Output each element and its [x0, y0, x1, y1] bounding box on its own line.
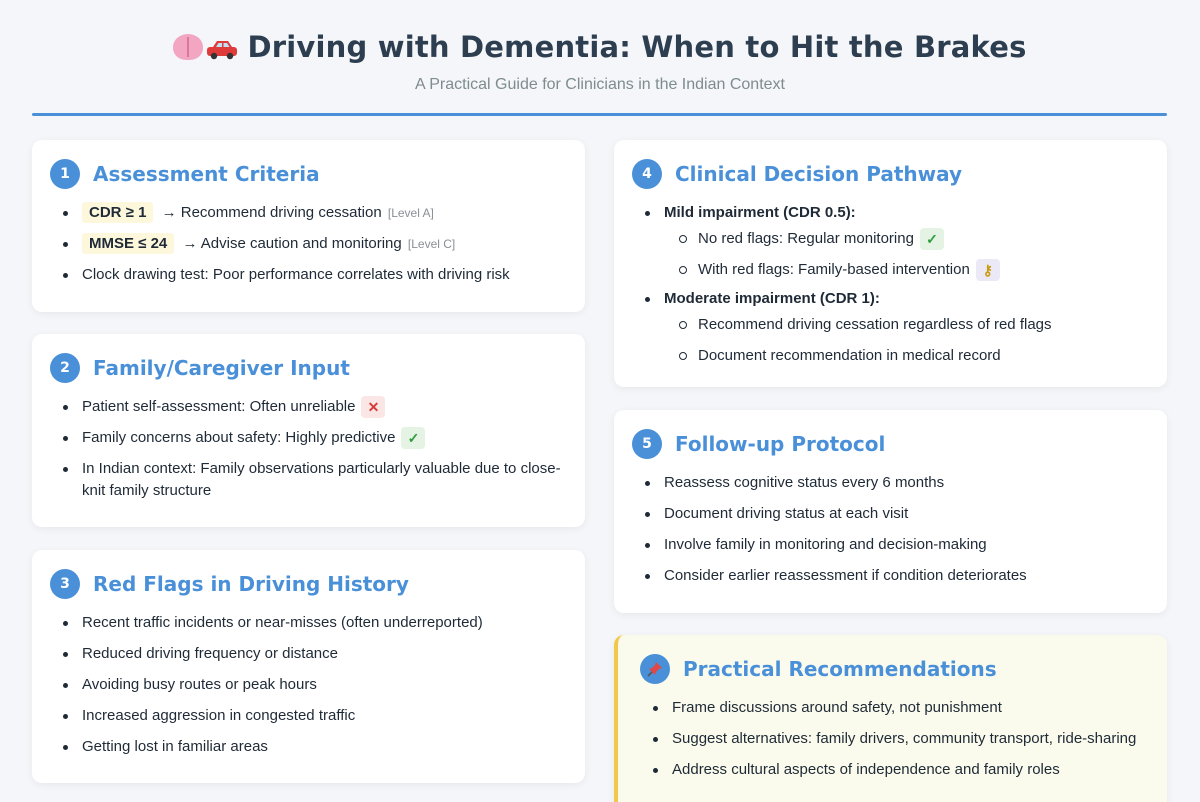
- section-title: Assessment Criteria: [93, 162, 320, 186]
- check-icon: ✓: [920, 228, 944, 250]
- pathway-list: [632, 202, 1149, 367]
- list-item-text: Clock drawing test: Poor performance correlates with driving risk: [82, 266, 510, 283]
- sub-list-item: [698, 345, 1149, 367]
- car-icon: [205, 38, 239, 60]
- list-item-text: Document recommendation in medical record: [698, 347, 1001, 365]
- group-heading: Mild impairment (CDR 0.5):: [664, 204, 856, 221]
- card-practical-recommendations: [614, 635, 1167, 802]
- list-item: Reassess cognitive status every 6 months: [664, 472, 1149, 494]
- list-item: Document driving status at each visit: [664, 503, 1149, 525]
- header-divider: [32, 113, 1167, 116]
- list-item: Reduced driving frequency or distance: [82, 643, 567, 665]
- section-number-badge: 2: [50, 353, 80, 383]
- pathway-group: [664, 288, 1149, 367]
- list-item: [82, 396, 567, 418]
- list-item: Involve family in monitoring and decision-making: [664, 534, 1149, 556]
- list-item: [82, 264, 567, 286]
- section-number-badge: 1: [50, 159, 80, 189]
- list-item: Address cultural aspects of independence and family roles: [672, 759, 1149, 781]
- check-icon: ✓: [401, 427, 425, 449]
- list-item-text: With red flags: Family-based intervention: [698, 261, 970, 279]
- list-item-text: Recommend driving cessation regardless of red flags: [698, 316, 1052, 334]
- list-item: Frame discussions around safety, not punishment: [672, 697, 1149, 719]
- highlight-term: CDR ≥ 1: [82, 202, 153, 223]
- brain-icon: [173, 34, 203, 60]
- key-icon: ⚷: [976, 259, 1000, 281]
- page-title-text: Driving with Dementia: When to Hit the Brakes: [247, 30, 1027, 64]
- family-list: [50, 396, 567, 502]
- evidence-level: [Level A]: [387, 206, 434, 220]
- list-item: [82, 458, 567, 502]
- list-item-text: → Advise caution and monitoring: [182, 235, 402, 252]
- sub-list: [664, 314, 1149, 367]
- list-item-text: Family concerns about safety: Highly predictive: [82, 429, 396, 447]
- list-item: Getting lost in familiar areas: [82, 736, 567, 758]
- evidence-level: [Level C]: [407, 237, 456, 251]
- pushpin-icon: [640, 654, 670, 684]
- list-item: [82, 427, 567, 449]
- list-item: [82, 202, 567, 224]
- section-title: Red Flags in Driving History: [93, 572, 409, 596]
- section-title: Follow-up Protocol: [675, 432, 886, 456]
- section-number-badge: 5: [632, 429, 662, 459]
- list-item: Consider earlier reassessment if condition deteriorates: [664, 565, 1149, 587]
- list-item-text: → Recommend driving cessation: [161, 204, 382, 221]
- list-item: Avoiding busy routes or peak hours: [82, 674, 567, 696]
- page-header: [0, 0, 1200, 94]
- section-number-badge: 3: [50, 569, 80, 599]
- page-subtitle: A Practical Guide for Clinicians in the Indian Context: [415, 76, 785, 93]
- sub-list-item: [698, 259, 1149, 281]
- list-item-text: In Indian context: Family observations particularly valuable due to close-knit family structure: [82, 460, 561, 500]
- list-item: Suggest alternatives: family drivers, community transport, ride-sharing: [672, 728, 1149, 750]
- list-item: Recent traffic incidents or near-misses (often underreported): [82, 612, 567, 634]
- highlight-term: MMSE ≤ 24: [82, 233, 174, 254]
- section-title: Family/Caregiver Input: [93, 356, 350, 380]
- list-item: Increased aggression in congested traffic: [82, 705, 567, 727]
- list-item-text: No red flags: Regular monitoring: [698, 230, 914, 247]
- section-number-badge: 4: [632, 159, 662, 189]
- cross-icon: ✕: [361, 396, 385, 418]
- sub-list: [664, 228, 1149, 281]
- page-title: [0, 30, 1200, 64]
- red-flags-list: [50, 612, 567, 758]
- group-heading: Moderate impairment (CDR 1):: [664, 290, 880, 308]
- card-family-caregiver-input: [32, 334, 585, 527]
- assessment-list: [50, 202, 567, 286]
- card-follow-up-protocol: [614, 410, 1167, 613]
- card-assessment-criteria: [32, 140, 585, 312]
- sub-list-item: [698, 228, 1149, 250]
- pathway-group: [664, 202, 1149, 281]
- card-red-flags: [32, 550, 585, 783]
- list-item: [82, 233, 567, 255]
- section-title: Clinical Decision Pathway: [675, 162, 963, 186]
- sub-list-item: [698, 314, 1149, 336]
- list-item-text: Patient self-assessment: Often unreliable: [82, 398, 356, 415]
- section-title: Practical Recommendations: [683, 657, 997, 681]
- card-clinical-decision-pathway: [614, 140, 1167, 387]
- follow-up-list: [632, 472, 1149, 587]
- practical-list: [636, 697, 1149, 781]
